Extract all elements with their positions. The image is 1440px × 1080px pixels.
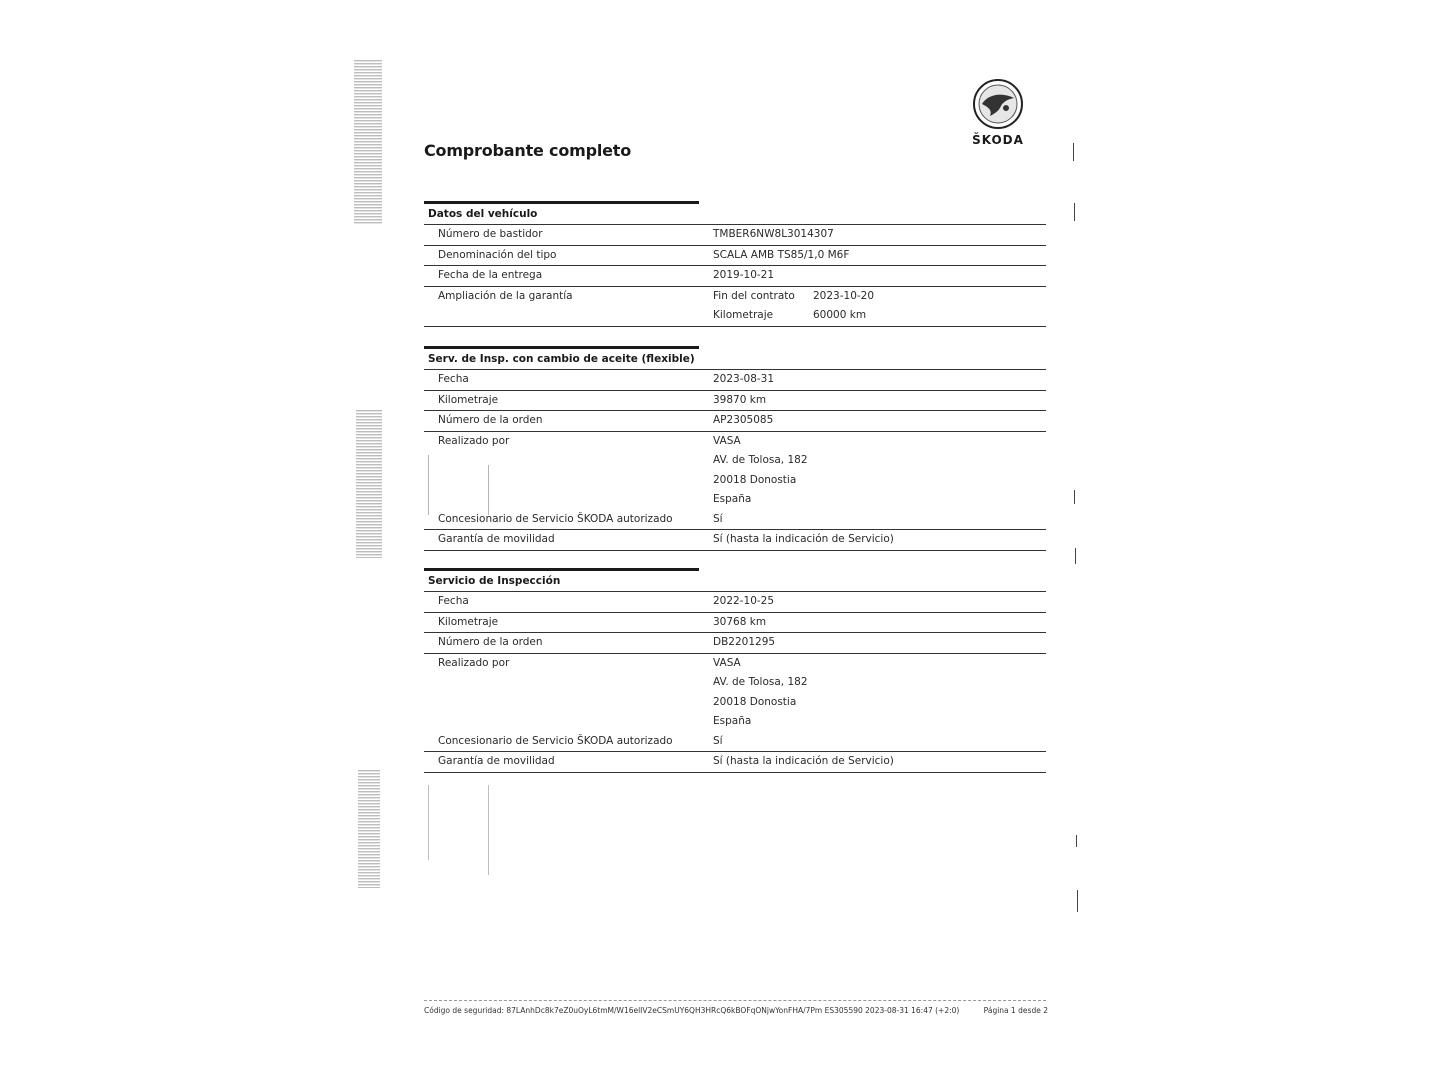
page-title: Comprobante completo <box>424 141 632 160</box>
row-value: España <box>713 493 752 505</box>
row-value: TMBER6NW8L3014307 <box>713 228 834 240</box>
brand-logo <box>966 78 1030 147</box>
section-heading-text: Datos del vehículo <box>428 208 538 220</box>
scan-artifact <box>428 785 429 860</box>
row-value: Fin del contrato <box>713 289 795 302</box>
dealer-code: ES305590 <box>824 1006 863 1015</box>
row-value: 30768 km <box>713 615 767 628</box>
row-value: DB2201295 <box>713 636 776 648</box>
table-row <box>424 287 1046 307</box>
row-value: España <box>713 715 752 727</box>
row-value: 2023-08-31 <box>713 373 775 385</box>
row-label: Ampliación de la garantía <box>438 289 573 302</box>
service-oil-change-section <box>424 349 1046 551</box>
row-value: Sí <box>713 734 723 747</box>
row-value: 39870 km <box>713 393 767 406</box>
brand-name: ŠKODA <box>972 133 1024 147</box>
table-row <box>424 633 1046 654</box>
row-label: Realizado por <box>438 656 510 669</box>
row-value: VASA <box>713 434 741 447</box>
row-value: SCALA AMB TS85/1,0 M6F <box>713 248 850 261</box>
table-row <box>424 592 1046 613</box>
scan-artifact <box>1077 890 1078 912</box>
row-value: Kilometraje <box>713 309 774 321</box>
row-label: Fecha <box>438 595 469 607</box>
section-heading-text: Servicio de Inspección <box>428 575 561 587</box>
table-row <box>424 693 1046 713</box>
row-label: Concesionario de Servicio ŠKODA autorizado <box>438 734 673 747</box>
row-label: Kilometraje <box>438 615 499 628</box>
footer-timestamp: 2023-08-31 16:47 (+2:0) <box>865 1006 960 1015</box>
table-row <box>424 306 1046 327</box>
table-row <box>424 712 1046 732</box>
section-heading <box>424 349 1046 370</box>
table-row <box>424 370 1046 391</box>
row-value: Sí (hasta la indicación de Servicio) <box>713 755 894 767</box>
table-row <box>424 490 1046 510</box>
security-code: Código de seguridad: 87LAnhDc8k7eZ0uOyL6tmM/W16elIV2eCSmUY6QH3HRcQ6kBOFqONjwYonFHA/7Pm <box>424 1006 823 1015</box>
section-heading <box>424 204 1046 225</box>
table-row <box>424 732 1046 753</box>
table-row <box>424 246 1046 267</box>
row-value: VASA <box>713 656 741 669</box>
scan-artifact <box>488 785 489 875</box>
row-label: Fecha de la entrega <box>438 269 543 281</box>
scan-artifact <box>356 410 382 558</box>
scan-artifact <box>1076 835 1077 847</box>
table-row <box>424 411 1046 432</box>
row-value: AV. de Tolosa, 182 <box>713 454 808 466</box>
row-label: Garantía de movilidad <box>438 533 555 545</box>
row-value: 20018 Donostia <box>713 473 797 486</box>
table-row <box>424 225 1046 246</box>
row-label: Número de la orden <box>438 414 543 426</box>
row-label: Realizado por <box>438 434 510 447</box>
row-label: Número de bastidor <box>438 228 543 240</box>
scan-artifact <box>1075 548 1076 564</box>
row-label: Fecha <box>438 373 469 385</box>
footer-divider <box>424 1000 1046 1001</box>
row-value: 2019-10-21 <box>713 269 775 281</box>
table-row <box>424 613 1046 634</box>
scan-artifact <box>354 60 382 225</box>
table-row <box>424 510 1046 531</box>
row-value: Sí <box>713 512 723 525</box>
table-row <box>424 432 1046 452</box>
row-label: Denominación del tipo <box>438 248 557 261</box>
vehicle-data-section <box>424 204 1046 327</box>
table-row <box>424 266 1046 287</box>
table-row <box>424 752 1046 773</box>
row-value: 2022-10-25 <box>713 595 775 607</box>
section-heading-text: Serv. de Insp. con cambio de aceite (flexible) <box>428 353 695 365</box>
table-row <box>424 471 1046 491</box>
inspection-service-section <box>424 571 1046 773</box>
skoda-logo-icon <box>972 78 1024 130</box>
row-value-secondary: 2023-10-20 <box>813 289 875 302</box>
row-label: Número de la orden <box>438 636 543 648</box>
row-value-secondary: 60000 km <box>813 309 867 321</box>
row-value: AP2305085 <box>713 414 774 426</box>
table-row <box>424 451 1046 471</box>
row-value: Sí (hasta la indicación de Servicio) <box>713 533 894 545</box>
table-row <box>424 530 1046 551</box>
table-row <box>424 673 1046 693</box>
row-label: Kilometraje <box>438 393 499 406</box>
page-footer <box>424 1006 1048 1015</box>
section-heading <box>424 571 1046 592</box>
table-row <box>424 654 1046 674</box>
page-number: Página 1 desde 2 <box>983 1006 1048 1015</box>
scan-artifact <box>1073 143 1074 161</box>
row-label: Concesionario de Servicio ŠKODA autorizado <box>438 512 673 525</box>
scan-artifact <box>358 770 380 888</box>
row-label: Garantía de movilidad <box>438 755 555 767</box>
scan-artifact <box>1074 203 1075 221</box>
row-value: AV. de Tolosa, 182 <box>713 676 808 688</box>
table-row <box>424 391 1046 412</box>
scan-artifact <box>1074 490 1075 504</box>
row-value: 20018 Donostia <box>713 695 797 708</box>
